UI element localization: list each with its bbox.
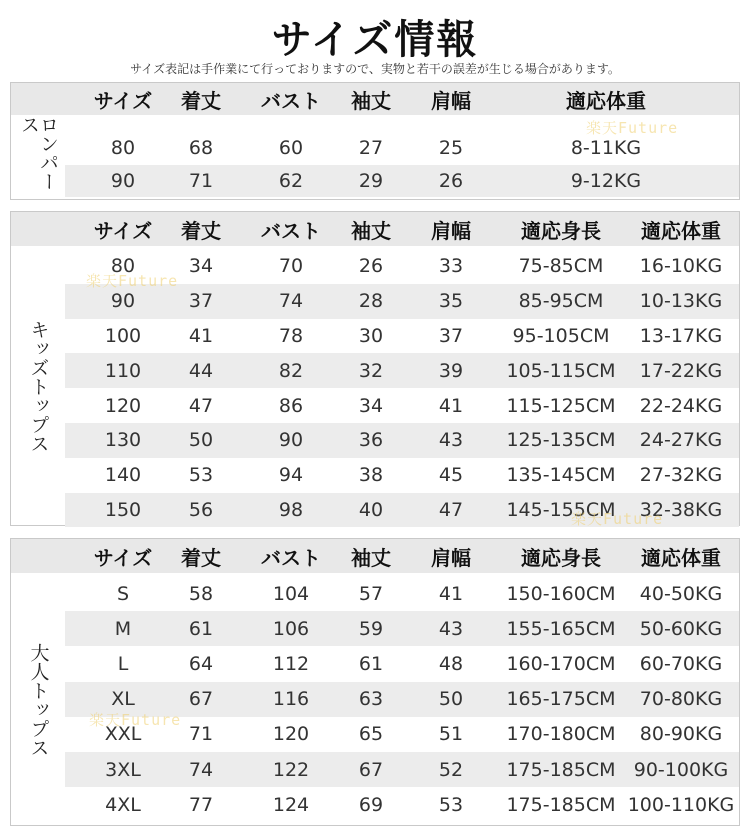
cell-weight: 60-70KG (639, 652, 723, 675)
col-header-weight: 適応体重 (566, 88, 646, 113)
cell-length: 37 (188, 290, 214, 313)
cell-bust: 60 (278, 137, 304, 159)
cell-height: 150-160CM (506, 582, 616, 605)
cell-bust: 82 (278, 359, 304, 382)
col-header-bust: バスト (261, 545, 321, 570)
size-note: サイズ表記は手作業にて行っておりますので、実物と若干の誤差が生じる場合があります。 (130, 62, 620, 76)
cell-length: 58 (188, 582, 214, 605)
cell-shoulder: 33 (438, 255, 464, 278)
cell-size: 90 (110, 290, 136, 313)
cell-length: 53 (188, 464, 214, 487)
table-row (65, 423, 739, 458)
cell-sleeve: 59 (358, 617, 384, 640)
cell-sleeve: 67 (358, 758, 384, 781)
cell-height: 125-135CM (506, 429, 616, 452)
cell-shoulder: 53 (438, 793, 464, 816)
cell-sleeve: 30 (358, 324, 384, 347)
cell-sleeve: 40 (358, 498, 384, 521)
cell-size: 80 (110, 137, 136, 159)
cell-bust: 116 (272, 688, 310, 711)
cell-sleeve: 26 (358, 255, 384, 278)
cell-shoulder: 41 (438, 394, 464, 417)
cell-height: 160-170CM (506, 652, 616, 675)
col-header-sleeve: 袖丈 (351, 545, 391, 570)
table-row (65, 165, 739, 197)
table-row (65, 646, 739, 681)
cell-height: 175-185CM (506, 758, 616, 781)
section-label: ロンパース (18, 115, 59, 191)
watermark: 楽天Future (89, 711, 182, 729)
cell-height: 85-95CM (518, 290, 604, 313)
cell-bust: 112 (272, 652, 310, 675)
cell-weight: 32-38KG (639, 498, 723, 521)
cell-height: 175-185CM (506, 793, 616, 816)
cell-weight: 27-32KG (639, 464, 723, 487)
cell-length: 77 (188, 793, 214, 816)
cell-size: M (114, 617, 132, 640)
cell-shoulder: 41 (438, 582, 464, 605)
cell-bust: 120 (272, 723, 310, 746)
cell-size: 140 (104, 464, 142, 487)
table-row (65, 353, 739, 388)
cell-size: L (117, 652, 129, 675)
cell-sleeve: 63 (358, 688, 384, 711)
cell-bust: 78 (278, 324, 304, 347)
col-header-length: 着丈 (181, 218, 221, 243)
cell-height: 75-85CM (518, 255, 604, 278)
col-header-length: 着丈 (181, 545, 221, 570)
cell-height: 105-115CM (506, 359, 616, 382)
watermark: 楽天Future (571, 510, 664, 528)
cell-bust: 122 (272, 758, 310, 781)
section-label: 大人トップス (27, 643, 50, 757)
cell-bust: 104 (272, 582, 310, 605)
cell-size: 130 (104, 429, 142, 452)
col-header-weight: 適応体重 (641, 545, 721, 570)
cell-size: XXL (104, 723, 142, 746)
cell-length: 67 (188, 688, 214, 711)
col-header-size: サイズ (93, 545, 153, 570)
cell-weight: 10-13KG (639, 290, 723, 313)
kids-tops-size-table (10, 211, 740, 526)
cell-bust: 62 (278, 170, 304, 192)
cell-length: 47 (188, 394, 214, 417)
cell-bust: 124 (272, 793, 310, 816)
col-header-height: 適応身長 (521, 218, 601, 243)
col-header-size: サイズ (93, 88, 153, 113)
table-row (65, 611, 739, 646)
col-header-shoulder: 肩幅 (431, 545, 471, 570)
cell-weight: 24-27KG (639, 429, 723, 452)
cell-sleeve: 28 (358, 290, 384, 313)
section-label: キッズトップス (27, 320, 50, 453)
cell-weight: 90-100KG (633, 758, 729, 781)
cell-weight: 16-10KG (639, 255, 723, 278)
cell-weight: 17-22KG (639, 359, 723, 382)
table-row (65, 576, 739, 611)
cell-shoulder: 51 (438, 723, 464, 746)
cell-shoulder: 39 (438, 359, 464, 382)
cell-weight: 50-60KG (639, 617, 723, 640)
cell-shoulder: 45 (438, 464, 464, 487)
cell-weight: 70-80KG (639, 688, 723, 711)
cell-height: 145-155CM (506, 498, 616, 521)
cell-sleeve: 69 (358, 793, 384, 816)
cell-size: 120 (104, 394, 142, 417)
cell-length: 50 (188, 429, 214, 452)
cell-height: 170-180CM (506, 723, 616, 746)
cell-bust: 74 (278, 290, 304, 313)
cell-length: 56 (188, 498, 214, 521)
cell-height: 135-145CM (506, 464, 616, 487)
table-header-row (11, 539, 739, 573)
col-header-bust: バスト (261, 218, 321, 243)
cell-shoulder: 48 (438, 652, 464, 675)
cell-sleeve: 27 (358, 137, 384, 159)
cell-sleeve: 65 (358, 723, 384, 746)
cell-weight: 40-50KG (639, 582, 723, 605)
romper-size-table (10, 82, 740, 200)
watermark: 楽天Future (86, 272, 179, 290)
cell-size: XL (111, 688, 135, 711)
cell-sleeve: 38 (358, 464, 384, 487)
cell-sleeve: 36 (358, 429, 384, 452)
cell-shoulder: 47 (438, 498, 464, 521)
col-header-shoulder: 肩幅 (431, 88, 471, 113)
cell-size: 4XL (105, 793, 141, 816)
table-row (65, 787, 739, 822)
cell-length: 34 (188, 255, 214, 278)
cell-bust: 90 (278, 429, 304, 452)
table-row (65, 458, 739, 493)
cell-height: 115-125CM (506, 394, 616, 417)
cell-height: 95-105CM (512, 324, 610, 347)
cell-weight: 8-11KG (570, 137, 642, 159)
page-title: サイズ情報 (271, 17, 479, 63)
cell-bust: 70 (278, 255, 304, 278)
cell-length: 44 (188, 359, 214, 382)
col-header-sleeve: 袖丈 (351, 218, 391, 243)
cell-length: 71 (188, 723, 214, 746)
col-header-sleeve: 袖丈 (351, 88, 391, 113)
cell-size: S (116, 582, 130, 605)
cell-bust: 94 (278, 464, 304, 487)
cell-weight: 13-17KG (639, 324, 723, 347)
cell-height: 155-165CM (506, 617, 616, 640)
cell-length: 71 (188, 170, 214, 192)
cell-length: 74 (188, 758, 214, 781)
col-header-bust: バスト (261, 88, 321, 113)
cell-weight: 80-90KG (639, 723, 723, 746)
cell-length: 61 (188, 617, 214, 640)
cell-size: 110 (104, 359, 142, 382)
table-row (65, 319, 739, 354)
cell-size: 90 (110, 170, 136, 192)
cell-weight: 9-12KG (570, 170, 642, 192)
cell-shoulder: 52 (438, 758, 464, 781)
cell-size: 150 (104, 498, 142, 521)
col-header-weight: 適応体重 (641, 218, 721, 243)
cell-sleeve: 32 (358, 359, 384, 382)
col-header-shoulder: 肩幅 (431, 218, 471, 243)
cell-size: 80 (110, 255, 136, 278)
cell-shoulder: 37 (438, 324, 464, 347)
col-header-size: サイズ (93, 218, 153, 243)
cell-shoulder: 43 (438, 617, 464, 640)
table-row (65, 388, 739, 423)
cell-sleeve: 61 (358, 652, 384, 675)
cell-length: 64 (188, 652, 214, 675)
cell-bust: 106 (272, 617, 310, 640)
cell-height: 165-175CM (506, 688, 616, 711)
cell-length: 68 (188, 137, 214, 159)
cell-shoulder: 26 (438, 170, 464, 192)
cell-bust: 98 (278, 498, 304, 521)
cell-size: 100 (104, 324, 142, 347)
cell-shoulder: 25 (438, 137, 464, 159)
cell-shoulder: 43 (438, 429, 464, 452)
cell-shoulder: 50 (438, 688, 464, 711)
table-row (65, 752, 739, 787)
cell-size: 3XL (105, 758, 141, 781)
cell-length: 41 (188, 324, 214, 347)
cell-sleeve: 29 (358, 170, 384, 192)
cell-weight: 100-110KG (627, 793, 735, 816)
table-header-row (11, 83, 739, 115)
watermark: 楽天Future (586, 119, 679, 137)
cell-sleeve: 34 (358, 394, 384, 417)
cell-weight: 22-24KG (639, 394, 723, 417)
cell-bust: 86 (278, 394, 304, 417)
table-header-row (11, 212, 739, 246)
cell-shoulder: 35 (438, 290, 464, 313)
col-header-length: 着丈 (181, 88, 221, 113)
adult-tops-size-table (10, 538, 740, 826)
cell-sleeve: 57 (358, 582, 384, 605)
col-header-height: 適応身長 (521, 545, 601, 570)
